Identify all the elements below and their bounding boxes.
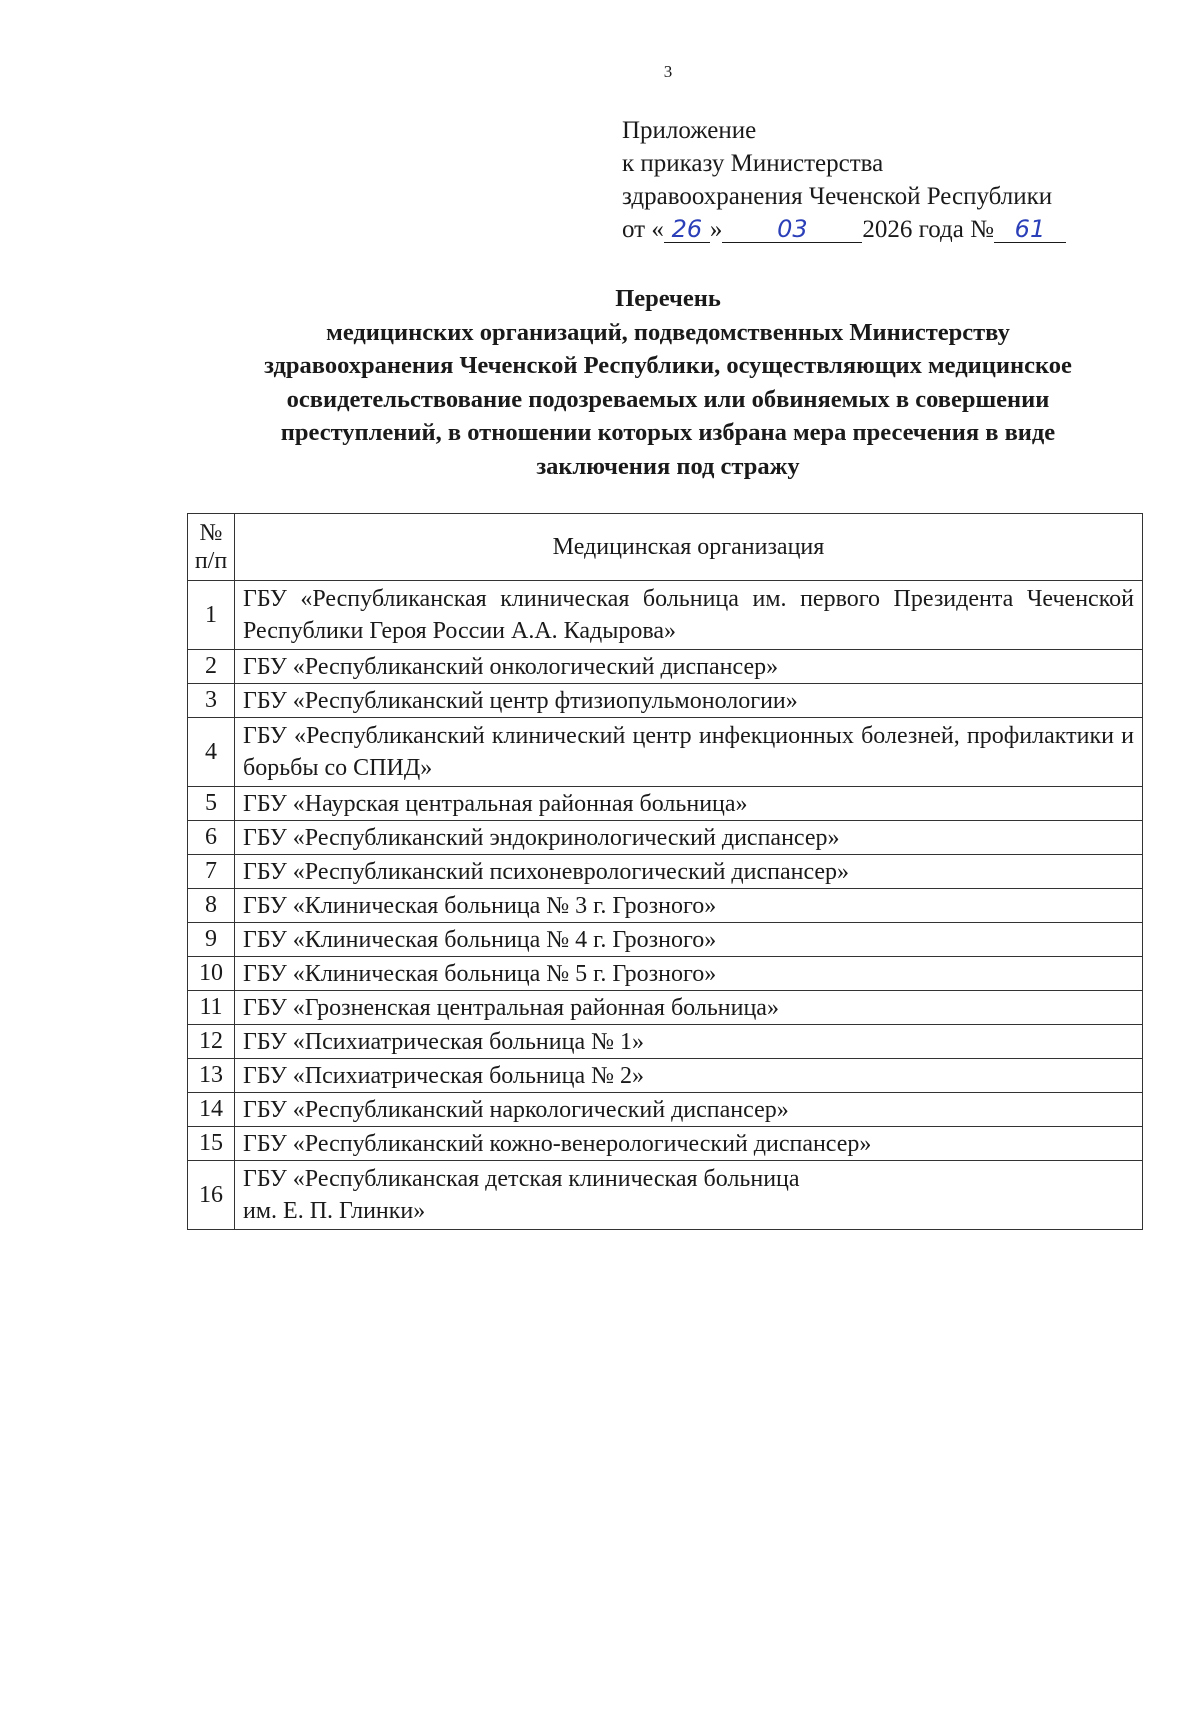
row-number: 10 [188, 957, 235, 991]
appendix-date-line [622, 213, 1066, 246]
date-mid: » [709, 216, 723, 243]
row-organization: ГБУ «Клиническая больница № 4 г. Грозного» [235, 923, 1143, 957]
row-number: 9 [188, 923, 235, 957]
row-organization: ГБУ «Республиканский клинический центр инфекционных болезней, профилактики и борьбы со СПИД» [235, 718, 1143, 787]
row-number: 4 [188, 718, 235, 787]
row-number: 14 [188, 1093, 235, 1127]
table-row [188, 684, 1143, 718]
table-row [188, 650, 1143, 684]
row-number: 11 [188, 991, 235, 1025]
table-row [188, 923, 1143, 957]
row-organization: ГБУ «Республиканский центр фтизиопульмонологии» [235, 684, 1143, 718]
row-organization: ГБУ «Наурская центральная районная больница» [235, 787, 1143, 821]
table-row [188, 1093, 1143, 1127]
title-line-1: медицинских организаций, подведомственных Министерству [326, 318, 1010, 346]
row-organization: ГБУ «Клиническая больница № 5 г. Грозного» [235, 957, 1143, 991]
row-number: 2 [188, 650, 235, 684]
table-row [188, 1025, 1143, 1059]
row-organization: ГБУ «Республиканский онкологический диспансер» [235, 650, 1143, 684]
handwritten-order-number: 61 [994, 216, 1066, 243]
table-row [188, 718, 1143, 787]
row-organization: ГБУ «Республиканский наркологический диспансер» [235, 1093, 1143, 1127]
row-organization: ГБУ «Республиканский кожно-венерологический диспансер» [235, 1127, 1143, 1161]
handwritten-month: 03 [722, 216, 862, 243]
row-number: 7 [188, 855, 235, 889]
row-organization: ГБУ «Клиническая больница № 3 г. Грозного» [235, 889, 1143, 923]
title-line-5: заключения под стражу [536, 452, 800, 480]
row-organization: ГБУ «Республиканский эндокринологический диспансер» [235, 821, 1143, 855]
title-line-3: освидетельствование подозреваемых или обвиняемых в совершении [286, 385, 1050, 413]
title-line-2: здравоохранения Чеченской Республики, осуществляющих медицинское [264, 352, 1072, 379]
header-number: № п/п [188, 514, 235, 581]
header-organization: Медицинская организация [235, 514, 1143, 581]
table-header-row [188, 514, 1143, 581]
date-prefix: от « [622, 216, 664, 243]
row-organization: ГБУ «Психиатрическая больница № 1» [235, 1025, 1143, 1059]
row-number: 3 [188, 684, 235, 718]
row-number: 12 [188, 1025, 235, 1059]
row-number: 8 [188, 889, 235, 923]
table-row [188, 991, 1143, 1025]
handwritten-day: 26 [664, 216, 710, 243]
title-heading: Перечень [615, 285, 721, 312]
row-number: 13 [188, 1059, 235, 1093]
row-organization: ГБУ «Республиканский психоневрологический диспансер» [235, 855, 1143, 889]
row-number: 1 [188, 581, 235, 650]
table-row [188, 1127, 1143, 1161]
page-number: 3 [663, 62, 673, 81]
title-line-4: преступлений, в отношении которых избрана мера пресечения в виде [280, 419, 1056, 446]
organizations-table [187, 513, 1143, 1230]
table-row [188, 581, 1143, 650]
table-row [188, 1059, 1143, 1093]
year-text: 2026 года № [862, 216, 994, 243]
row-organization: ГБУ «Республиканская детская клиническая больница им. Е. П. Глинки» [235, 1161, 1143, 1230]
appendix-line-2: к приказу Министерства [622, 150, 884, 177]
appendix-block [622, 114, 1066, 246]
row-number: 16 [188, 1161, 235, 1230]
appendix-line-3: здравоохранения Чеченской Республики [622, 183, 1053, 210]
row-number: 5 [188, 787, 235, 821]
table-row [188, 889, 1143, 923]
row-organization: ГБУ «Республиканская клиническая больница им. первого Президента Чеченской Республики Героя России А.А. Кадырова» [235, 581, 1143, 650]
table-row [188, 821, 1143, 855]
appendix-line-1: Приложение [622, 117, 757, 144]
table-row [188, 957, 1143, 991]
row-organization: ГБУ «Грозненская центральная районная больница» [235, 991, 1143, 1025]
table-row [188, 855, 1143, 889]
row-number: 6 [188, 821, 235, 855]
table-row [188, 787, 1143, 821]
document-title [0, 282, 1200, 483]
row-organization: ГБУ «Психиатрическая больница № 2» [235, 1059, 1143, 1093]
row-number: 15 [188, 1127, 235, 1161]
table-row [188, 1161, 1143, 1230]
